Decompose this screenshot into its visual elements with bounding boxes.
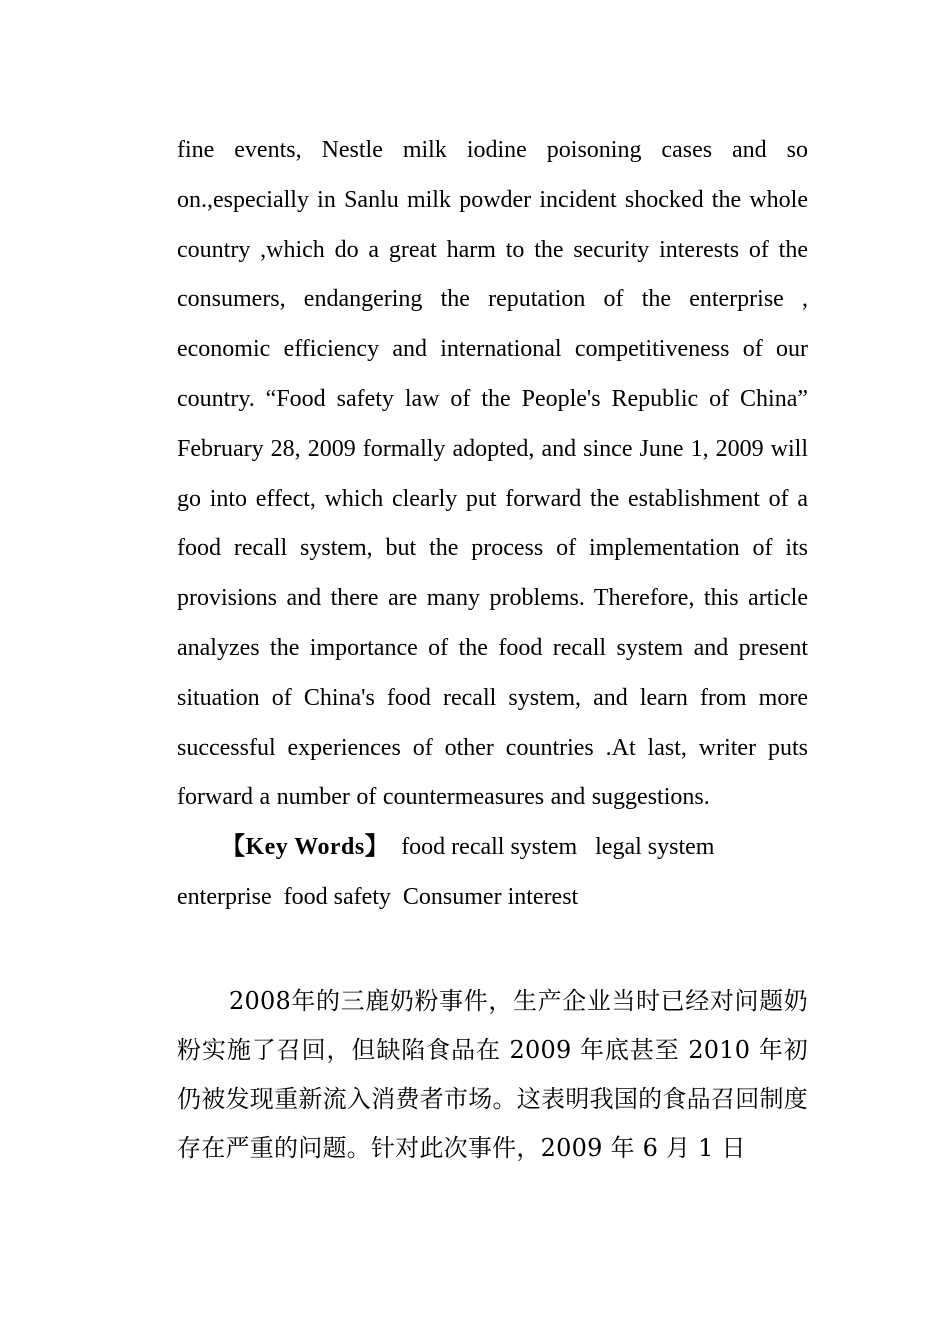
keywords-label: 【Key Words】	[221, 834, 390, 861]
text-column	[177, 0, 808, 1173]
section-spacer	[177, 923, 808, 977]
keywords-paragraph	[177, 823, 808, 923]
abstract-body-paragraph: fine events, Nestle milk iodine poisoning cases and so on.,especially in Sanlu milk powder incident shocked the whole country ,which do a great harm to the security interests of the consumers, endangering the reputation of the enterprise , economic efficiency and international competitiveness of our country. “Food safety law of the People's Republic of China” February 28, 2009 formally adopted, and since June 1, 2009 will go into effect, which clearly put forward the establishment of a food recall system, but the process of implementation of its provisions and there are many problems. Therefore, this article analyzes the importance of the food recall system and present situation of China's food recall system, and learn from more successful experiences of other countries .At last, writer puts forward a number of countermeasures and suggestions.	[177, 137, 808, 811]
keywords-list: food recall system legal system enterprise food safety Consumer interest	[177, 834, 721, 910]
chinese-body-paragraph: 2008年的三鹿奶粉事件，生产企业当时已经对问题奶粉实施了召回，但缺陷食品在 2009 年底甚至 2010 年初仍被发现重新流入消费者市场。这表明我国的食品召回制度存在严重的问题。针对此次事件，2009 年 6 月 1 日	[177, 986, 808, 1162]
